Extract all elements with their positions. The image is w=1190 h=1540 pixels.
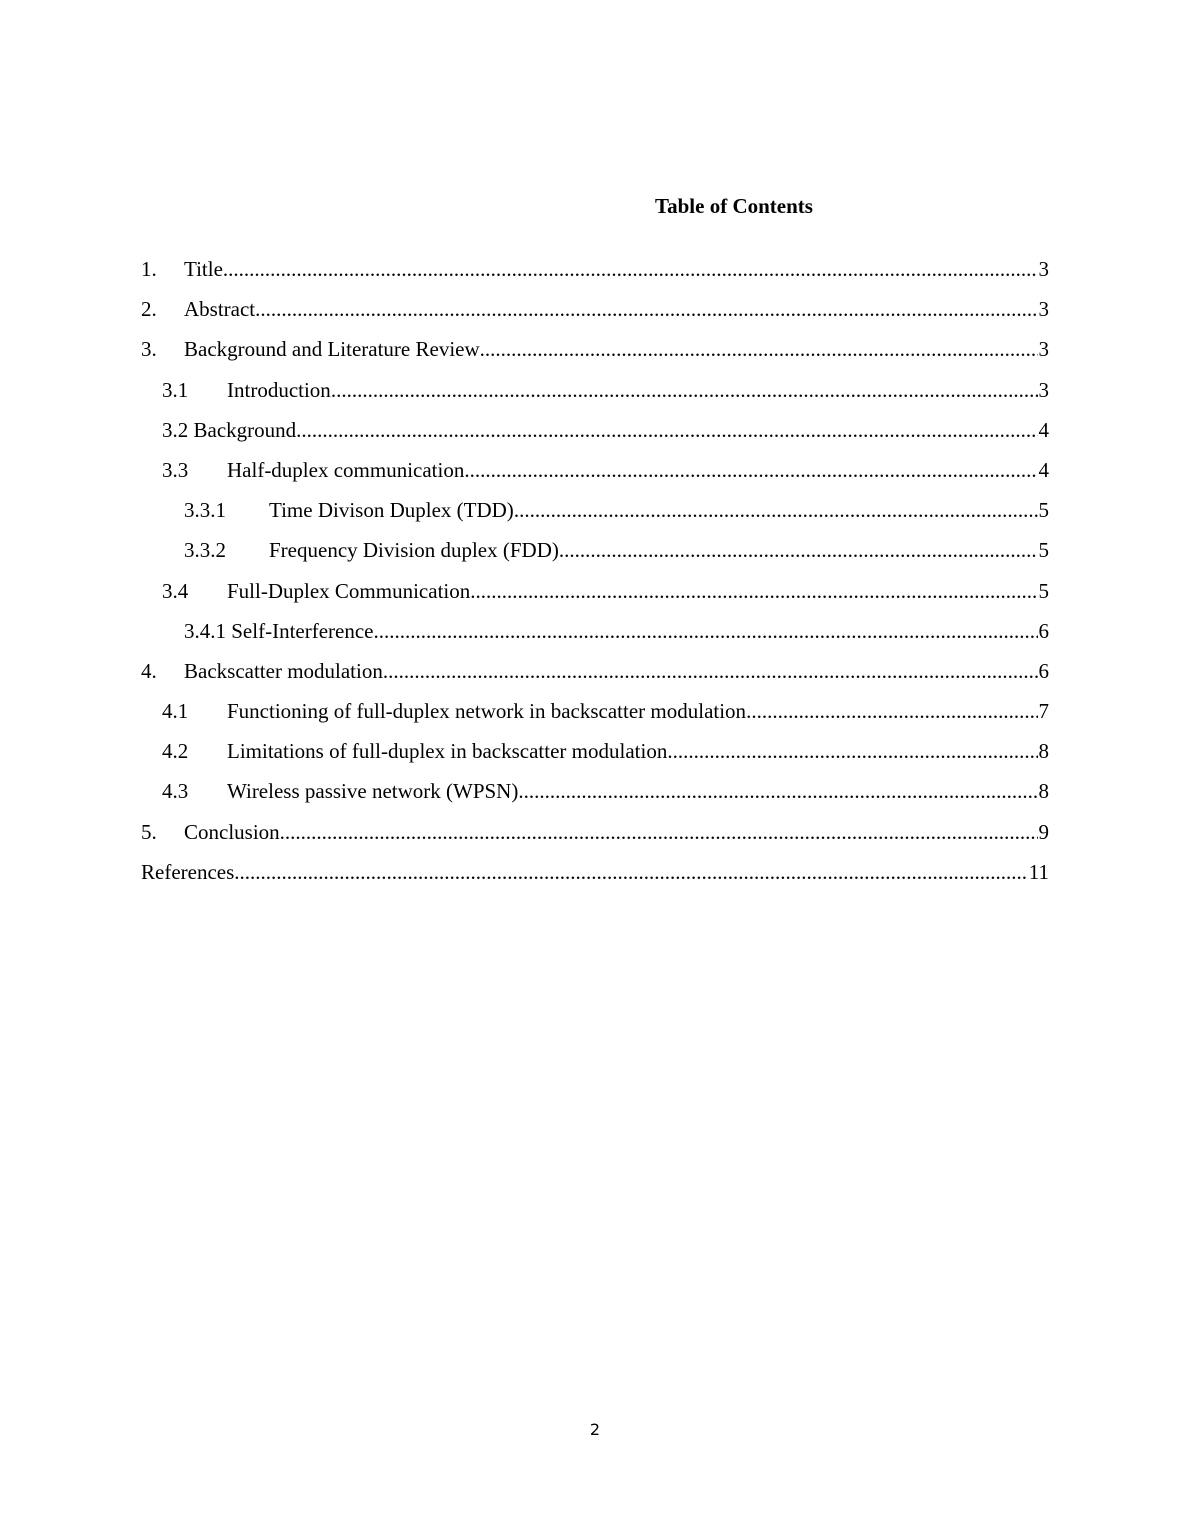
entry-title: Backscatter modulation [184, 658, 383, 683]
dot-leader [234, 860, 1027, 885]
entry-page: 4 [1038, 457, 1049, 482]
entry-page: 3 [1038, 257, 1049, 281]
entry-page: 4 [1038, 417, 1049, 442]
dot-leader [667, 739, 1037, 764]
entry-title: Background and Literature Review [184, 337, 480, 362]
entry-number: 4.2 [162, 739, 189, 764]
entry-title: Time Divison Duplex (TDD) [269, 498, 514, 523]
entry-page: 3 [1038, 297, 1049, 322]
toc-entry[interactable] [141, 337, 1049, 377]
entry-page: 7 [1038, 699, 1049, 724]
entry-page: 6 [1038, 618, 1049, 643]
toc-entry[interactable] [141, 297, 1049, 337]
entry-number: 3.3 [162, 457, 189, 482]
entry-page: 3 [1038, 377, 1049, 402]
entry-title: Conclusion [184, 819, 280, 844]
toc-entry[interactable] [141, 659, 1049, 699]
toc-entry[interactable] [141, 257, 1049, 297]
entry-number: 3.3.1 [184, 498, 226, 523]
entry-page: 8 [1038, 739, 1049, 764]
entry-number: 4. [141, 658, 157, 683]
dot-leader [746, 699, 1037, 724]
entry-page: 5 [1038, 578, 1049, 603]
entry-title: Abstract [184, 297, 256, 322]
entry-title: 3.2 Background [162, 417, 297, 442]
entry-number: 4.1 [162, 699, 189, 724]
entry-number: 3. [141, 337, 157, 362]
entry-page: 5 [1038, 538, 1049, 563]
entry-title: References [141, 859, 235, 884]
entry-title: Introduction [227, 377, 331, 402]
toc-entry[interactable] [141, 579, 1049, 619]
toc-entry[interactable] [141, 779, 1049, 819]
dot-leader [559, 538, 1038, 563]
entry-number: 4.3 [162, 779, 189, 804]
table-of-contents [141, 257, 1049, 900]
dot-leader [331, 378, 1038, 403]
dot-leader [296, 418, 1037, 443]
entry-page: 9 [1038, 819, 1049, 844]
entry-title: Half-duplex communication [227, 457, 465, 482]
entry-page: 11 [1028, 859, 1049, 884]
dot-leader [514, 498, 1038, 523]
dot-leader [383, 659, 1038, 684]
entry-number: 3.4 [162, 578, 189, 603]
entry-page: 3 [1038, 337, 1049, 362]
toc-entry[interactable] [141, 699, 1049, 739]
entry-title: Frequency Division duplex (FDD) [269, 538, 559, 563]
dot-leader [373, 619, 1037, 644]
entry-number: 1. [141, 257, 157, 281]
toc-entry[interactable] [141, 820, 1049, 860]
entry-title: Wireless passive network (WPSN) [227, 779, 519, 804]
entry-number: 3.3.2 [184, 538, 226, 563]
entry-title: 3.4.1 Self-Interference [184, 618, 374, 643]
entry-number: 2. [141, 297, 157, 322]
dot-leader [464, 458, 1037, 483]
toc-entry[interactable] [141, 619, 1049, 659]
entry-title: Functioning of full-duplex network in backscatter modulation [227, 699, 747, 724]
entry-page: 5 [1038, 498, 1049, 523]
dot-leader [255, 297, 1037, 322]
entry-title: Title [184, 257, 223, 281]
toc-entry[interactable] [141, 538, 1049, 578]
entry-title: Limitations of full-duplex in backscatter modulation [227, 739, 668, 764]
toc-entry[interactable] [141, 498, 1049, 538]
toc-entry[interactable] [141, 860, 1049, 900]
entry-title: Full-Duplex Communication [227, 578, 471, 603]
entry-page: 8 [1038, 779, 1049, 804]
toc-entry[interactable] [141, 418, 1049, 458]
toc-heading: Table of Contents [655, 194, 813, 218]
entry-page: 6 [1038, 658, 1049, 683]
page-number: 2 [589, 1420, 601, 1439]
toc-entry[interactable] [141, 458, 1049, 498]
entry-number: 5. [141, 819, 157, 844]
dot-leader [518, 779, 1037, 804]
dot-leader [480, 337, 1038, 362]
toc-entry[interactable] [141, 739, 1049, 779]
dot-leader [280, 820, 1038, 845]
dot-leader [223, 257, 1038, 282]
entry-number: 3.1 [162, 377, 189, 402]
dot-leader [470, 579, 1037, 604]
toc-entry[interactable] [141, 378, 1049, 418]
